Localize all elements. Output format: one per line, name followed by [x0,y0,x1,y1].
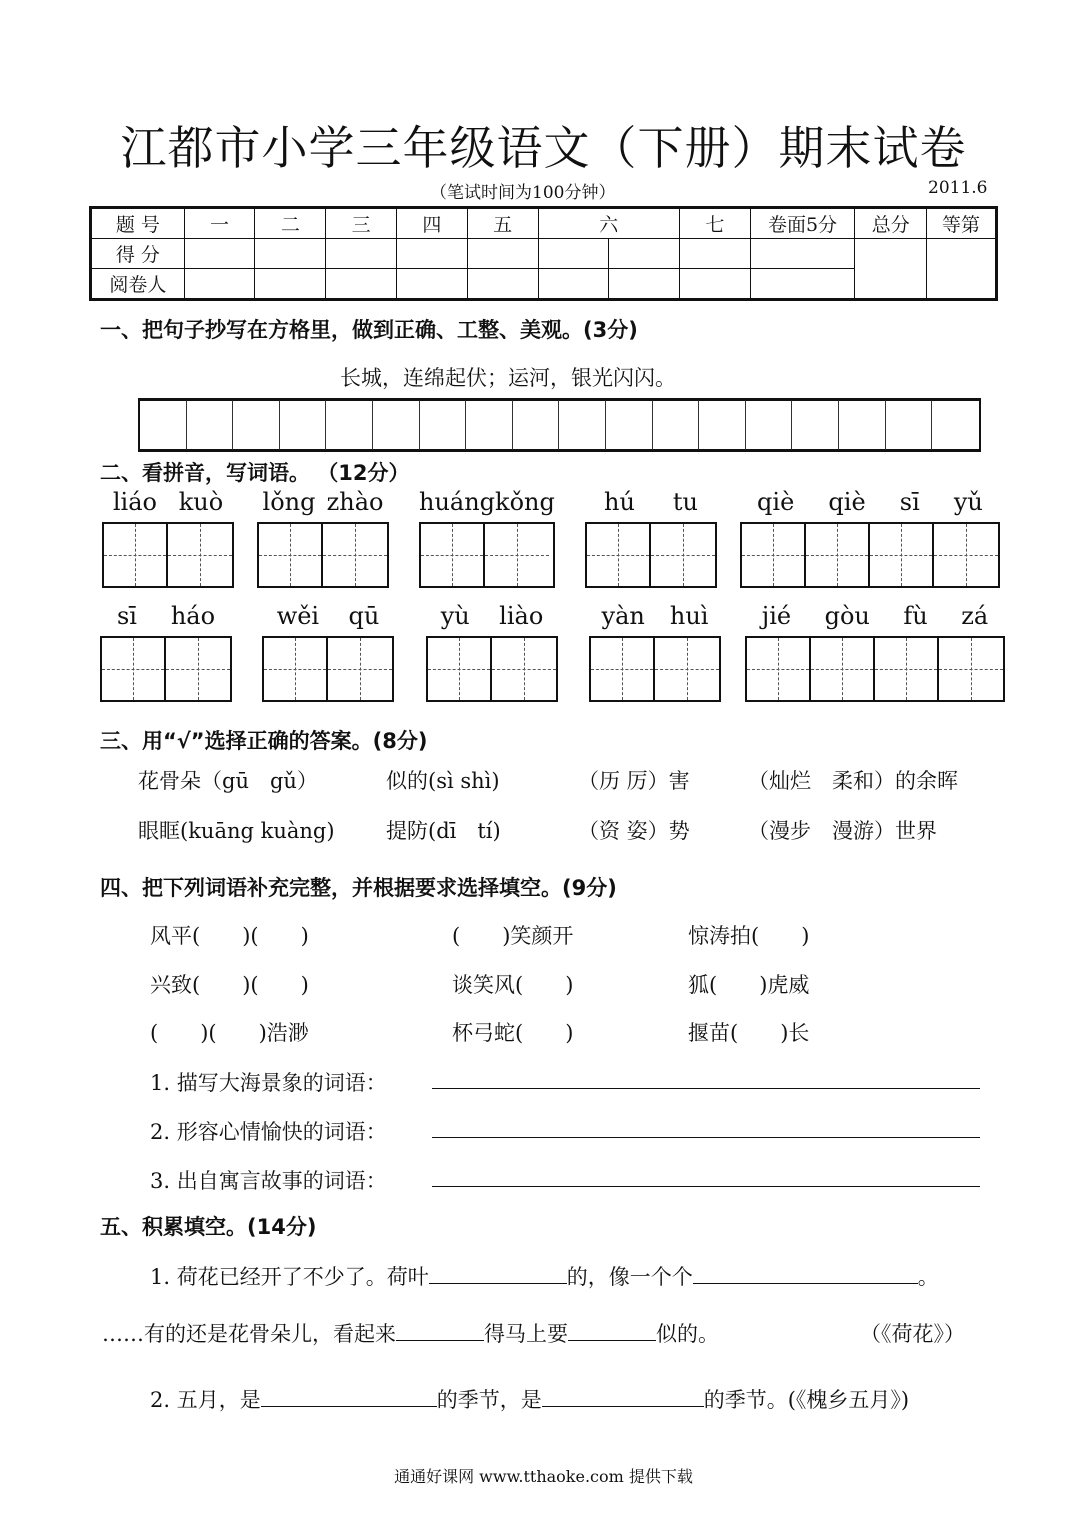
pinyin-syllable: tu [672,488,698,516]
pinyin-syllable: háo [170,602,216,630]
fill-sentence-1 [150,1261,939,1291]
header-cell: 四 [396,208,467,239]
idiom-fill[interactable]: 兴致( )( ) [150,973,309,997]
copy-cell[interactable] [373,400,420,450]
tianzi-box[interactable] [102,638,166,700]
row-label: 阅卷人 [91,269,185,300]
score-table [89,206,998,301]
blank[interactable] [261,1388,437,1407]
header-cell: 二 [255,208,326,239]
score-cell[interactable] [467,239,538,269]
answer-line[interactable] [432,1117,980,1138]
pinyin-word [589,602,721,702]
idiom-fill[interactable]: 揠苗( )长 [688,1021,810,1045]
pinyin-syllable: yǔ [953,488,983,516]
idiom-fill[interactable]: 杯弓蛇( ) [452,1021,574,1045]
source-citation: （《荷花》） [860,1322,965,1346]
sentence-text: 似的。 [656,1322,719,1346]
tianzi-box[interactable] [747,638,811,700]
header-cell: 卷面5分 [750,208,855,239]
choice-item[interactable]: 花骨朵（gū gǔ） [138,769,318,793]
choice-item[interactable]: 眼眶(kuāng kuàng) [138,819,335,843]
exam-duration: （笔试时间为100分钟） [430,183,616,203]
tianzi-box[interactable] [806,524,870,586]
q1-sentence: 长城，连绵起伏；运河，银光闪闪。 [340,366,676,390]
blank[interactable] [396,1322,484,1341]
tianzi-box[interactable] [428,638,492,700]
copy-cell[interactable] [606,400,653,450]
sentence-text: 的季节，是 [436,1388,542,1412]
copy-cell[interactable] [466,400,513,450]
sentence-text: 得马上要 [484,1322,568,1346]
tianzi-box[interactable] [485,524,549,586]
category-prompt: 3. 出自寓言故事的词语： [150,1169,387,1193]
copy-cell[interactable] [559,400,606,450]
copy-cell[interactable] [326,400,373,450]
category-prompt: 2. 形容心情愉快的词语： [150,1120,387,1144]
total-cell[interactable] [855,239,927,300]
tianzi-box[interactable] [591,638,655,700]
tianzi-box[interactable] [939,638,1003,700]
sentence-text: 的，像一个个 [566,1265,693,1289]
pinyin-syllable: zá [961,602,989,630]
footer-source: 通通好课网 www.tthaoke.com 提供下载 [394,1467,693,1486]
tianzi-box[interactable] [264,638,328,700]
q2-heading: 二、看拼音，写词语。 （12分） [100,461,410,485]
sentence-text: 的季节。(《槐乡五月》) [703,1388,910,1412]
grader-cell[interactable] [184,269,255,300]
sentence-text: ……有的还是花骨朵儿，看起来 [102,1322,396,1346]
score-cell[interactable] [538,239,609,269]
q1-heading: 一、把句子抄写在方格里，做到正确、工整、美观。(3分) [100,318,638,342]
answer-line[interactable] [432,1166,980,1187]
pinyin-word [102,488,234,588]
copy-cell[interactable] [280,400,327,450]
copy-cell[interactable] [187,400,234,450]
idiom-fill[interactable]: 谈笑风( ) [452,973,574,997]
copy-cell[interactable] [513,400,560,450]
pinyin-word [585,488,717,588]
pinyin-syllable: sī [116,602,137,630]
pinyin-syllable: hú [603,488,635,516]
score-cell[interactable] [750,239,855,269]
copy-cell[interactable] [233,400,280,450]
copy-grid[interactable] [138,398,981,452]
tianzi-box[interactable] [742,524,806,586]
idiom-fill[interactable]: ( )( )浩渺 [150,1021,309,1045]
tianzi-box[interactable] [934,524,998,586]
tianzi-box[interactable] [168,524,232,586]
fill-sentence-2 [150,1384,909,1414]
grader-cell[interactable] [679,269,750,300]
category-prompt: 1. 描写大海景象的词语： [150,1071,387,1095]
blank[interactable] [429,1265,567,1284]
pinyin-word [426,602,558,702]
grader-cell[interactable] [396,269,467,300]
sentence-text: 1. 荷花已经开了不少了。荷叶 [150,1265,429,1289]
grader-cell[interactable] [255,269,326,300]
copy-cell[interactable] [699,400,746,450]
choice-item[interactable]: （资 姿）势 [578,819,690,843]
pinyin-word [740,488,1000,588]
fill-sentence-1-cont [102,1318,719,1348]
pinyin-syllable: yàn [601,602,645,630]
grader-cell[interactable] [750,269,855,300]
header-cell: 一 [184,208,255,239]
header-cell: 七 [679,208,750,239]
tianzi-box[interactable] [104,524,168,586]
copy-cell[interactable] [653,400,700,450]
pinyin-syllable: kǒng [495,488,555,516]
pinyin-syllable: qiè [828,488,866,516]
tianzi-box[interactable] [651,524,715,586]
blank[interactable] [693,1265,918,1284]
grade-cell[interactable] [927,239,997,300]
idiom-fill[interactable]: 狐( )虎威 [688,973,810,997]
tianzi-box[interactable] [655,638,719,700]
tianzi-box[interactable] [492,638,556,700]
score-cell[interactable] [255,239,326,269]
grader-cell[interactable] [609,269,680,300]
tianzi-box[interactable] [421,524,485,586]
pinyin-syllable: qiè [757,488,795,516]
pinyin-word [419,488,555,588]
idiom-fill[interactable]: 惊涛拍( ) [688,924,810,948]
pinyin-word [745,602,1005,702]
copy-cell[interactable] [886,400,933,450]
q4-heading: 四、把下列词语补充完整，并根据要求选择填空。(9分) [100,876,617,900]
page-title: 江都市小学三年级语文（下册）期末试卷 [120,121,967,175]
copy-cell[interactable] [839,400,886,450]
sentence-text: 。 [917,1265,939,1289]
tianzi-box[interactable] [259,524,323,586]
grader-cell[interactable] [467,269,538,300]
header-cell: 题 号 [91,208,185,239]
tianzi-box[interactable] [328,638,392,700]
pinyin-word [262,602,394,702]
exam-date: 2011.6 [928,178,988,198]
grader-cell[interactable] [326,269,397,300]
grader-cell[interactable] [538,269,609,300]
tianzi-box[interactable] [870,524,934,586]
score-cell[interactable] [396,239,467,269]
copy-cell[interactable] [746,400,793,450]
tianzi-box[interactable] [811,638,875,700]
header-cell: 五 [467,208,538,239]
score-cell[interactable] [679,239,750,269]
score-row [91,239,997,269]
choice-item[interactable]: （历 厉）害 [578,769,690,793]
pinyin-syllable: kuò [178,488,224,516]
score-header-row [91,208,997,239]
pinyin-syllable: gòu [824,602,870,630]
pinyin-word [100,602,232,702]
sentence-text: 2. 五月，是 [150,1388,261,1412]
header-cell: 六 [538,208,679,239]
q3-heading: 三、用“√”选择正确的答案。(8分) [100,729,428,753]
score-cell[interactable] [184,239,255,269]
pinyin-word [257,488,389,588]
q5-heading: 五、积累填空。(14分) [100,1215,317,1239]
idiom-fill[interactable]: 风平( )( ) [150,924,309,948]
pinyin-syllable: huì [669,602,709,630]
blank[interactable] [568,1322,656,1341]
pinyin-syllable: zhào [326,488,384,516]
pinyin-syllable: liáo [112,488,157,516]
copy-cell[interactable] [420,400,467,450]
pinyin-syllable: yù [440,602,470,630]
header-cell: 三 [326,208,397,239]
pinyin-syllable: jié [761,602,792,630]
tianzi-box[interactable] [587,524,651,586]
tianzi-box[interactable] [166,638,230,700]
pinyin-syllable: lǒng [262,488,316,516]
copy-cell[interactable] [792,400,839,450]
pinyin-syllable: wěi [276,602,320,630]
copy-cell[interactable] [932,400,979,450]
header-cell: 总分 [855,208,927,239]
tianzi-box[interactable] [875,638,939,700]
score-cell[interactable] [326,239,397,269]
pinyin-syllable: liào [499,602,544,630]
idiom-fill[interactable]: ( )笑颜开 [452,924,574,948]
tianzi-box[interactable] [323,524,387,586]
choice-item[interactable]: 似的(sì shì) [386,769,500,793]
answer-line[interactable] [432,1068,980,1089]
choice-item[interactable]: 提防(dī tí) [386,819,501,843]
score-cell[interactable] [609,239,680,269]
choice-item[interactable]: （灿烂 柔和）的余晖 [748,769,958,793]
pinyin-syllable: qū [348,602,380,630]
copy-cell[interactable] [140,400,187,450]
pinyin-syllable: huáng [419,488,496,516]
pinyin-syllable: fù [903,602,928,630]
row-label: 得 分 [91,239,185,269]
header-cell: 等第 [927,208,997,239]
choice-item[interactable]: （漫步 漫游）世界 [748,819,937,843]
pinyin-syllable: sī [899,488,920,516]
blank[interactable] [542,1388,704,1407]
